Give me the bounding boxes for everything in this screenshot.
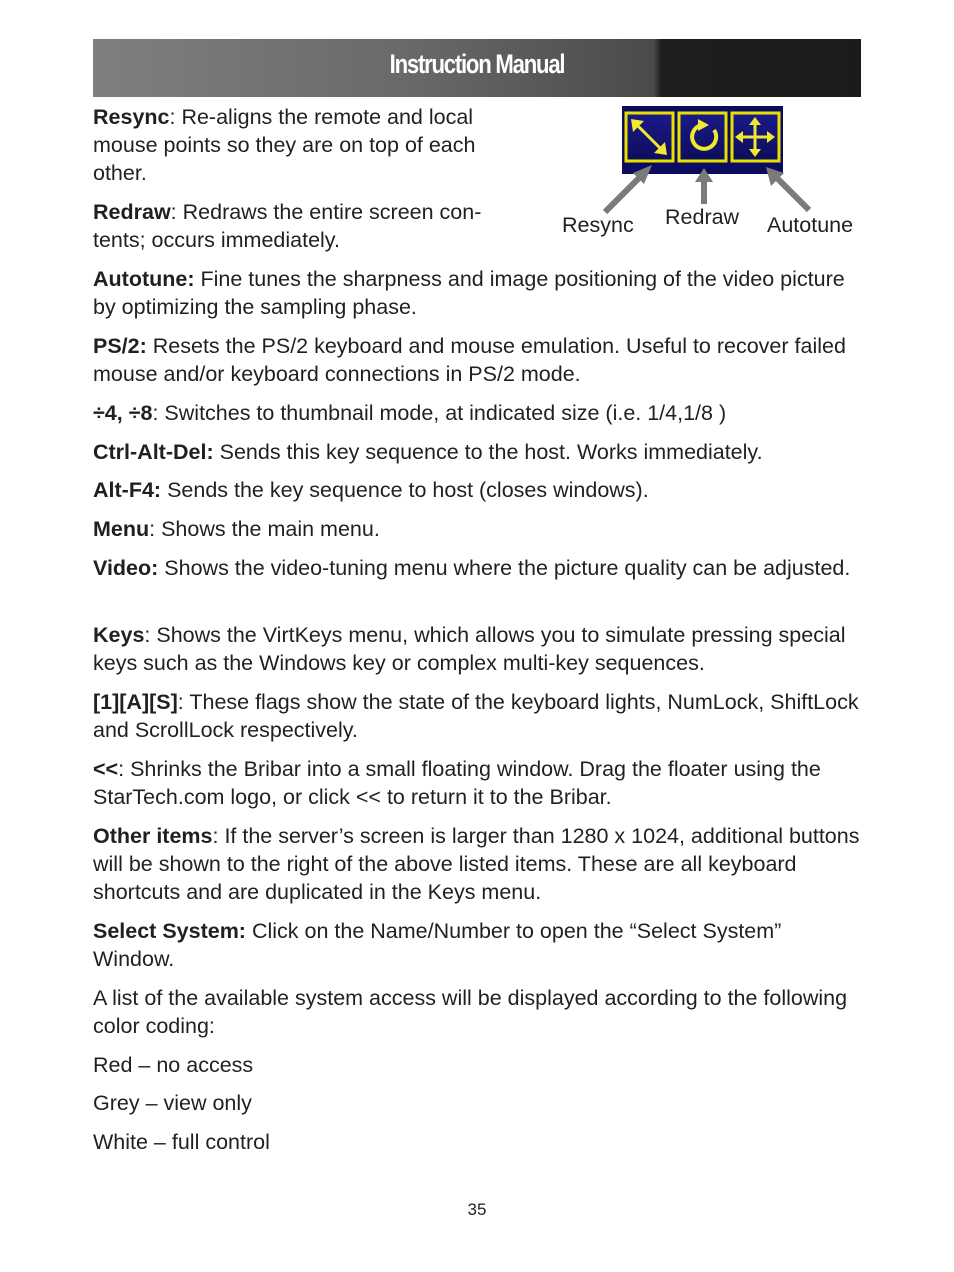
item-ctrl-alt-del [93,438,863,466]
item-separator: : [118,757,131,781]
item-separator: : [169,105,182,129]
item-term: [1][A][S] [93,690,178,714]
item-term: Alt-F4: [93,478,162,502]
item-desc: Re-aligns the remote and local mouse points so they are on top of each other. [93,105,476,185]
item-desc: Fine tunes the sharpness and image positioning of the video picture by optimizing the sampling phase. [93,267,845,319]
autotune-pointer-arrow [766,167,809,210]
item-desc: Redraws the entire screen con-tents; occurs immediately. [93,200,482,252]
item-resync [93,103,523,187]
item-shrink [93,755,863,811]
item-separator: : [170,200,183,224]
item-alt-f4 [93,476,863,504]
resync-button-icon [626,113,673,161]
item-video [93,554,863,582]
item-flags [93,688,863,744]
item-term: Resync [93,105,170,129]
item-term: PS/2: [93,334,147,358]
item-desc: Click on the Name/Number to open the “Select System” Window. [93,919,782,971]
item-separator: : [177,690,190,714]
item-desc: These flags show the state of the keyboard lights, NumLock, ShiftLock and ScrollLock respectively. [93,690,859,742]
item-term: Video: [93,556,159,580]
item-term: Other items [93,824,213,848]
item-term: ÷4, ÷8 [93,401,153,425]
item-term: Select System: [93,919,246,943]
color-white-line: White – full control [93,1130,270,1154]
item-term: Keys [93,623,145,647]
autotune-label: Autotune [767,213,854,237]
item-other-items [93,822,863,906]
item-thumbnail [93,399,863,427]
item-term: Ctrl-Alt-Del: [93,440,214,464]
redraw-label: Redraw [665,205,740,229]
item-desc: Resets the PS/2 keyboard and mouse emulation. Useful to recover failed mouse and/or keyboard connections in PS/2 mode. [93,334,846,386]
toolbar-figure [555,100,865,250]
item-separator: : [152,401,165,425]
page-number: 35 [467,1200,487,1219]
item-term: << [93,757,119,781]
item-desc: Shows the VirtKeys menu, which allows you to simulate pressing special keys such as the Windows key or complex multi-key sequences. [93,623,846,675]
item-keys [93,621,863,677]
header-title: Instruction Manual [389,49,565,79]
item-autotune [93,265,863,321]
header-bar [93,39,861,97]
item-redraw [93,198,523,254]
item-desc: Sends this key sequence to the host. Works immediately. [219,440,763,464]
item-separator: : [144,623,157,647]
item-ps2 [93,332,863,388]
item-term: Redraw [93,200,171,224]
redraw-button-icon [679,113,726,161]
resync-label: Resync [562,213,634,237]
autotune-button-icon [732,113,779,161]
item-desc: Shows the video-tuning menu where the picture quality can be adjusted. [164,556,851,580]
item-term: Autotune: [93,267,195,291]
item-menu [93,515,863,543]
item-select-system [93,917,863,973]
color-coding-intro: A list of the available system access will be displayed according to the following color coding: [93,986,848,1038]
item-term: Menu [93,517,150,541]
item-separator: : [149,517,162,541]
item-desc: Shows the main menu. [161,517,380,541]
item-separator: : [212,824,225,848]
item-desc: Shrinks the Bribar into a small floating window. Drag the floater using the StarTech.com logo, or click << to return it to the Bribar. [93,757,821,809]
color-grey-line: Grey – view only [93,1091,252,1115]
color-red-line: Red – no access [93,1053,254,1077]
item-desc: Switches to thumbnail mode, at indicated size (i.e. 1/4,1/8 ) [164,401,727,425]
item-desc: Sends the key sequence to host (closes windows). [167,478,649,502]
item-desc: If the server’s screen is larger than 1280 x 1024, additional buttons will be shown to the right of the above listed items. These are all keyboard shortcuts and are duplicated in the Keys menu. [93,824,860,904]
